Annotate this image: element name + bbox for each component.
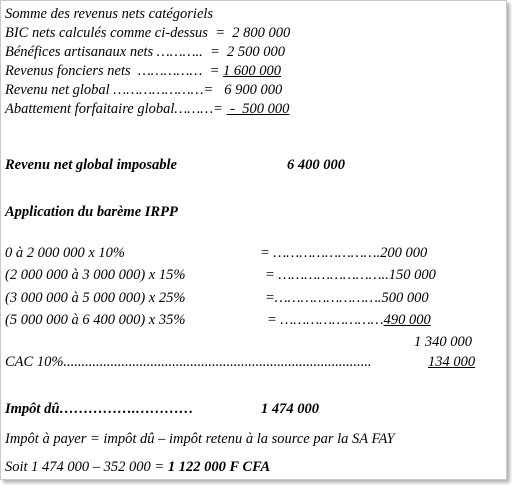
cac-value: 134 000: [428, 354, 476, 370]
row-bic: BIC nets calculés comme ci-dessus = 2 800 000: [5, 25, 291, 41]
impot-du-value: 1 474 000: [261, 401, 319, 417]
bareme-line-eq-prefix: = ……………………: [267, 312, 384, 328]
section-title: Somme des revenus nets catégoriels: [5, 6, 214, 22]
row-abattement-label: Abattement forfaitaire global………=: [5, 101, 227, 117]
bareme-line-label: 0 à 2 000 000 x 10%: [5, 245, 126, 261]
imposable-value: 6 400 000: [287, 157, 345, 173]
bareme-subtotal: 1 340 000: [414, 334, 472, 350]
soit-result: 1 122 000 F CFA: [167, 459, 271, 475]
row-abattement-value: - 500 000: [226, 101, 290, 117]
cac-label: CAC 10%.....................................................................................: [5, 354, 372, 370]
row-abattement: [5, 100, 289, 118]
bareme-line-eq-value: 490 000: [383, 312, 431, 328]
impot-payer: Impôt à payer = impôt dû – impôt retenu à la source par la SA FAY: [5, 431, 395, 447]
row-fonciers-label: Revenus fonciers nets …………… =: [5, 63, 224, 79]
impot-du-label: Impôt dû…………….…………: [5, 401, 194, 417]
imposable-label: Revenu net global imposable: [5, 157, 177, 173]
bareme-line-eq: =…………………….500 000: [265, 290, 429, 306]
bareme-title: Application du barème IRPP: [5, 204, 178, 220]
bareme-line-eq: = …………………….200 000: [260, 245, 428, 261]
bareme-line-label: (5 000 000 à 6 400 000) x 35%: [5, 312, 186, 328]
soit-line: [5, 458, 270, 476]
row-benefices: Bénéfices artisanaux nets ……….. = 2 500 000: [5, 44, 286, 60]
row-global: Revenu net global …………………= 6 900 000: [5, 82, 283, 98]
row-fonciers: [5, 62, 281, 80]
bareme-line-label: (3 000 000 à 5 000 000) x 25%: [5, 290, 186, 306]
soit-prefix: Soit 1 474 000 – 352 000 =: [5, 459, 168, 475]
bareme-line-eq: [267, 311, 431, 329]
row-fonciers-value: 1 600 000: [223, 63, 282, 79]
bareme-line-eq: = ……………………..150 000: [265, 267, 436, 283]
bareme-line-label: (2 000 000 à 3 000 000) x 15%: [5, 267, 186, 283]
